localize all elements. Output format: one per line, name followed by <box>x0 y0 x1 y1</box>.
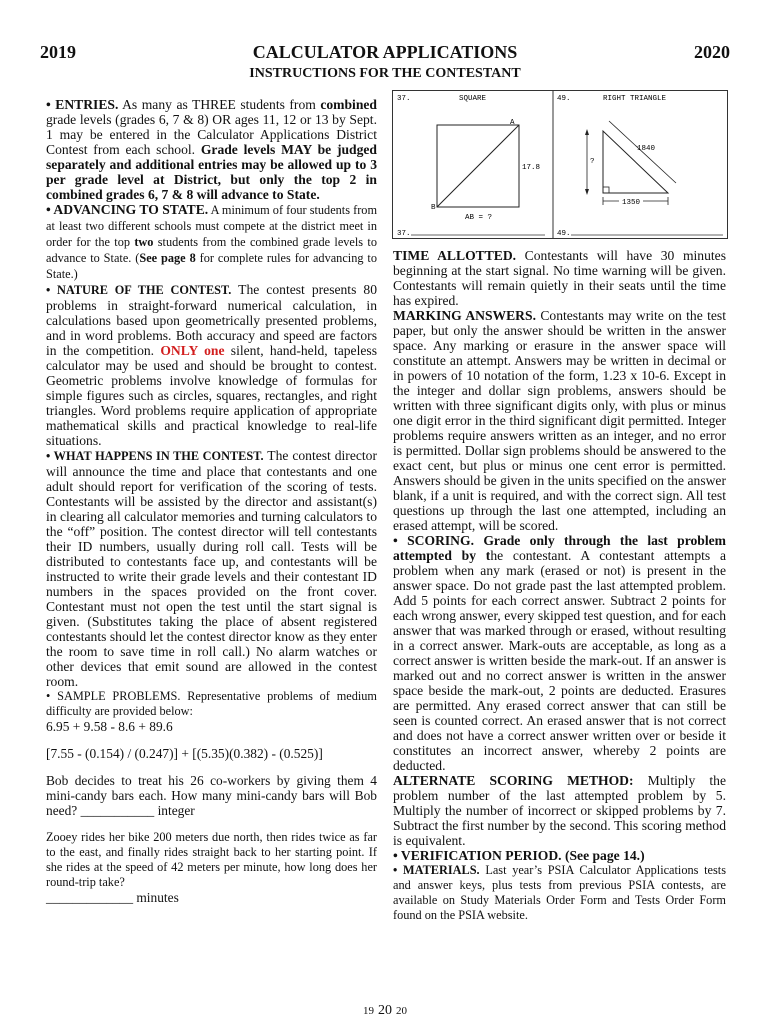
advancing-paragraph: • ADVANCING TO STATE. A minimum of four students from at least two different schools must compete at the district meet in order for the top two students from the combined grade levels to advance to State. (See page 8 for complete rules for advancing to State.) <box>46 202 378 281</box>
left-column <box>46 97 377 905</box>
fig-37-num: 37. <box>397 95 411 103</box>
what-happens-heading: • WHAT HAPPENS IN THE CONTEST. <box>46 449 264 463</box>
verification-paragraph: • VERIFICATION PERIOD. (See page 14.) <box>393 848 645 863</box>
fig-37-diagonal <box>437 125 519 207</box>
scoring-paragraph: • SCORING. Grade only through the last problem attempted by the contestant. A contestant attempts a problem when any mark (erased or not) is present in the answer space. Do not grade past the last attempted problem. Add 5 points for each correct answer. Subtract 2 points for each wrong answer, every skipped test question, and for each answer that was marked through or erased, without resulting in a correct answer. Mark-outs are acceptable, as long as a correct answer is written beside the mark-out. If an answer is marked out and no correct answer is written in the answer space beside the mark-out, 2 points are deducted. Erasures are permitted. Any erased correct answer that can still be seen is counted correct. An erased answer that is not correct and does not have a correct answer written over or beside it constitutes an incorrect answer, whereby 2 points are deducted. <box>393 533 726 773</box>
sample-problem-4: Zooey rides her bike 200 meters due north, then rides twice as far to the east, and finally rides straight back to her starting point. If she rides at the speed of 42 meters per minute, how long does her round-trip take? <box>46 830 377 889</box>
marking-heading: MARKING ANSWERS. <box>393 308 536 323</box>
alternate-scoring-heading: ALTERNATE SCORING METHOD: <box>393 773 634 788</box>
fig-49-title: RIGHT TRIANGLE <box>603 95 667 103</box>
time-paragraph: TIME ALLOTTED. Contestants will have 30 minutes beginning at the start signal. No time warning will be given. Contestants will remain quietly in their seats until the time has expired. <box>393 248 727 308</box>
fig-37-answer-num: 37. <box>397 230 411 238</box>
nature-heading: • NATURE OF THE CONTEST. <box>46 283 232 297</box>
alternate-scoring-paragraph: ALTERNATE SCORING METHOD: Multiply the problem number of the last attempted problem by 5. Multiply the number of incorrect or skipped problems by 7. Subtract the first number by the second. This scoring method is equivalent. <box>393 773 726 848</box>
marking-paragraph: MARKING ANSWERS. Contestants may write on the test paper, but only the answer should be written in the answer space. Any marking or erasure in the answer space will constitute an attempt. Answers may be written in decimal or in powers of 10 notation of the form, 1.23 x 10-6. Except in the integer and dollar sign problems, answers should be written with three significant digits only, with plus or minus one digit error in the third significant digit permitted. Integer problems require answers written as an integer, and no error is permitted. Dollar sign problems should be answered to the exact cent, but plus or minus one cent error is permitted. Answers should be given in the units specified on the answer blank, if a unit is required, and with the correct sign. All test questions up through the last one attempted, including an erased attempt, will be scored. <box>393 308 726 533</box>
sample-figures <box>392 90 728 239</box>
time-heading: TIME ALLOTTED. <box>393 248 517 263</box>
header-title: CALCULATOR APPLICATIONS <box>252 42 518 62</box>
page-number: 19 20 20 <box>363 1003 407 1018</box>
fig-49-num: 49. <box>557 95 571 103</box>
fig-49-hyp-label: 1840 <box>637 145 656 153</box>
entries-paragraph: • ENTRIES. As many as THREE students from combined grade levels (grades 6, 7 & 8) OR ages 11, 12 or 13 by Sept. 1 may be entered in the Calculator Applications District Contest from each school. Grade levels MAY be judged separately and additional entries may be allowed up to 3 per grade level at District, but only the top 2 in combined grades 6, 7 & 8 will advance to State. <box>46 97 377 202</box>
sample-problem-4-answer: _____________ minutes <box>46 890 179 905</box>
nature-paragraph: • NATURE OF THE CONTEST. The contest presents 80 problems in straight-forward numerical calculation, in calculations based upon geometrically presented problems, and in word problems. Both accuracy and speed are factors in the competition. ONLY one silent, hand-held, tapeless calculator may be used and should be brought to contest. Geometric problems involve knowledge of formulas for simple figures such as circles, squares, rectangles, and right triangles. Word problems require application of appropriate mathematical skills and practical knowledge to real-life situations. <box>46 282 377 448</box>
only-one-highlight: ONLY one <box>160 343 225 358</box>
sample-problem-3: Bob decides to treat his 26 co-workers by giving them 4 mini-candy bars each. How many mini-candy bars will Bob need? ___________ integer <box>46 773 377 818</box>
right-column <box>393 248 726 923</box>
fig-37-title: SQUARE <box>459 95 487 103</box>
advancing-heading: • ADVANCING TO STATE. <box>46 202 209 217</box>
verification-heading: • VERIFICATION PERIOD. <box>393 848 562 863</box>
fig-37-label-b: B <box>431 204 436 212</box>
header-year-left: 2019 <box>40 42 76 62</box>
entries-heading: • ENTRIES. <box>46 97 119 112</box>
header-subtitle: INSTRUCTIONS FOR THE CONTESTANT <box>249 66 521 81</box>
header-year-right: 2020 <box>694 42 730 62</box>
what-happens-paragraph: • WHAT HAPPENS IN THE CONTEST. The contest director will announce the time and place that contestants and one adult should report for verification of the scoring of tests. Contestants will be assisted by the director and assistant(s) in clearing all calculator memories and turning calculators to the “off” position. The contest director will tell contestants their ID numbers, usually during roll call. Tests will be distributed to contestants face up, and contestants will be instructed to write their grade levels and their contestant ID numbers in the spaces provided on the front cover. Contestant must not open the test until the start signal is given. (Substitutes taking the place of absent registered contestants should let the contest director know as they enter the room to save time in roll call.) No alarm watches or other devices that emit sound are allowed in the contest room. <box>46 448 378 689</box>
fig-49-answer-num: 49. <box>557 230 571 238</box>
fig-37-label-a: A <box>510 119 515 127</box>
sample-heading: • SAMPLE PROBLEMS. Representative problems of medium difficulty are provided below: <box>46 689 377 718</box>
sample-problem-2: [7.55 - (0.154) / (0.247)] + [(5.35)(0.382) - (0.525)] <box>46 746 323 761</box>
figures-drawing <box>393 91 727 238</box>
materials-heading: • MATERIALS. <box>393 863 480 877</box>
fig-49-side-label: ? <box>590 158 595 166</box>
fig-37-question: AB = ? <box>465 214 493 222</box>
fig-49-triangle <box>603 131 668 193</box>
sample-problem-1: 6.95 + 9.58 - 8.6 + 89.6 <box>46 719 173 734</box>
page-header <box>40 42 730 66</box>
fig-37-side-label: 17.8 <box>522 164 541 172</box>
scoring-heading: • SCORING. Grade only through the last problem attempted by t <box>393 533 726 563</box>
fig-49-base-label: 1350 <box>622 199 641 207</box>
materials-paragraph: • MATERIALS. Last year’s PSIA Calculator Applications tests and answer keys, plus tests from previous PSIA contests, are available on Study Materials Order Form and Tests Order Form found on the PSIA website. <box>393 863 726 922</box>
